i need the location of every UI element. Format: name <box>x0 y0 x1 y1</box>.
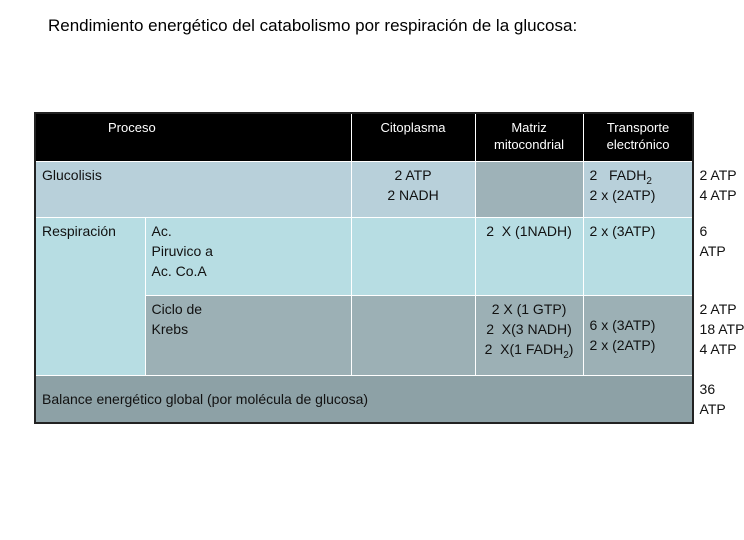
glucolisis-citoplasma-line1: 2 ATP <box>394 166 432 183</box>
glucolisis-transporte <box>583 161 693 217</box>
krebs-label-line2: Krebs <box>151 320 189 337</box>
krebs-transporte-line2: 2 x (2ATP) <box>589 337 656 353</box>
krebs-fadh-close: ) <box>568 340 574 357</box>
page-title: Rendimiento energético del catabolismo por respiración de la glucosa: <box>48 16 578 35</box>
glucolisis-citoplasma <box>351 161 475 217</box>
krebs-matriz-line1: 2 X (1 GTP) <box>491 300 567 317</box>
acetil-transporte: 2 x (3ATP) <box>583 217 693 295</box>
header-proceso: Proceso <box>35 113 351 161</box>
header-transporte-line1: Transporte <box>606 120 670 135</box>
krebs-matriz <box>475 295 583 375</box>
row-glucolisis: Glucolisis 2 ATP 2 NADH 2 $FADH_2$ 2 x (2ATP) 2 ATP 4 ATP <box>35 161 693 217</box>
krebs-transporte-line1: 6 x (3ATP) <box>589 317 656 333</box>
acetil-label <box>145 217 351 295</box>
acetil-matriz: 2 X (1NADH) <box>475 217 583 295</box>
energy-yield-table <box>34 112 744 424</box>
acetil-label-line3: Ac. Co.A <box>151 262 207 279</box>
row-acetil-coa: Respiración Ac. Piruvico a Ac. Co.A 2 X (1NADH) 2 x (3ATP) 6 ATP <box>35 217 693 295</box>
krebs-citoplasma <box>351 295 475 375</box>
respiracion-label: Respiración <box>35 217 145 375</box>
balance-label: Balance energético global (por molécula de glucosa) <box>35 375 693 423</box>
krebs-fadh-text: 2 X(1 FADH <box>484 340 564 357</box>
krebs-matriz-line2: 2 X(3 NADH) <box>486 320 572 337</box>
acetil-label-line1: Ac. <box>151 222 172 239</box>
krebs-label-line1: Ciclo de <box>151 300 203 317</box>
krebs-matriz-line3 <box>482 339 577 359</box>
header-matriz <box>475 113 583 161</box>
krebs-transporte <box>583 295 693 375</box>
row-balance: Balance energético global (por molécula de glucosa) 36 ATP <box>35 375 693 423</box>
table-header-row: Proceso Citoplasma Matriz mitocondrial Transporte electrónico Total <box>35 113 693 161</box>
krebs-fadh-subscript: 2 <box>563 349 569 361</box>
glucolisis-fadh-subscript: 2 <box>646 175 652 187</box>
row-krebs: Ciclo de Krebs 2 X (1 GTP) 2 X(3 NADH) 2 X(1 $FADH_2$) 6 x (3ATP) 2 x (2ATP) 2 ATP 18 ATP 4 ATP <box>35 295 693 375</box>
header-transporte <box>583 113 693 161</box>
header-matriz-line1: Matriz <box>511 120 547 135</box>
glucolisis-label: Glucolisis <box>35 161 351 217</box>
acetil-citoplasma <box>351 217 475 295</box>
glucolisis-transporte-line2: 2 x (2ATP) <box>589 186 656 203</box>
krebs-label <box>145 295 351 375</box>
acetil-label-line2: Piruvico a <box>151 242 213 259</box>
glucolisis-matriz <box>475 161 583 217</box>
glucolisis-fadh-text: 2 FADH <box>589 166 647 183</box>
header-matriz-line2: mitocondrial <box>493 137 565 152</box>
header-transporte-line2: electrónico <box>606 137 670 152</box>
glucolisis-transporte-line1 <box>590 165 687 185</box>
header-citoplasma: Citoplasma <box>351 113 475 161</box>
glucolisis-citoplasma-line2: 2 NADH <box>387 186 439 203</box>
